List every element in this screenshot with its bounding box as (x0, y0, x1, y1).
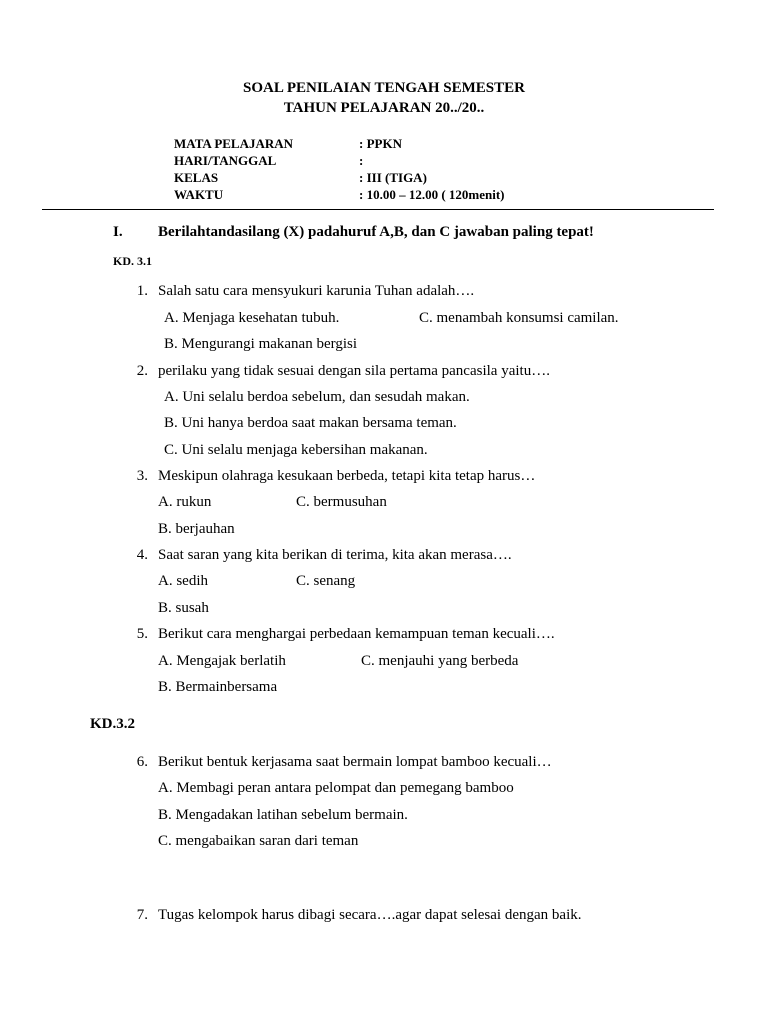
option-b: B. Uni hanya berdoa saat makan bersama teman. (164, 415, 457, 431)
option-a: A. Membagi peran antara pelompat dan pemegang bamboo (158, 780, 514, 796)
option-c: C. menambah konsumsi camilan. (419, 310, 619, 326)
question-text: perilaku yang tidak sesuai dengan sila pertama pancasila yaitu…. (158, 363, 550, 379)
meta-label-subject: MATA PELAJARAN (174, 136, 294, 151)
section-number: I. (113, 224, 123, 240)
meta-label-time: WAKTU (174, 187, 224, 202)
option-c: C. menjauhi yang berbeda (361, 653, 519, 669)
question-number: 3. (136, 468, 148, 484)
option-b: B. Mengadakan latihan sebelum bermain. (158, 807, 408, 823)
kd-heading-3-2: KD.3.2 (90, 716, 135, 732)
question-text: Berikut bentuk kerjasama saat bermain lompat bamboo kecuali… (158, 754, 552, 770)
kd-heading-3-1: KD. 3.1 (113, 254, 152, 268)
option-a: A. sedih (158, 573, 208, 589)
question-number: 7. (136, 907, 148, 923)
document-subtitle: TAHUN PELAJARAN 20../20.. (283, 100, 485, 116)
option-c: C. bermusuhan (296, 494, 387, 510)
option-c: C. Uni selalu menjaga kebersihan makanan. (164, 442, 428, 458)
question-number: 5. (136, 626, 148, 642)
option-a: A. rukun (158, 494, 212, 510)
question-number: 6. (136, 754, 148, 770)
question-text: Meskipun olahraga kesukaan berbeda, tetapi kita tetap harus… (158, 468, 536, 484)
option-a: A. Uni selalu berdoa sebelum, dan sesudah makan. (164, 389, 470, 405)
meta-label-class: KELAS (174, 170, 219, 185)
option-b: B. Mengurangi makanan bergisi (164, 336, 358, 352)
question-number: 2. (136, 363, 148, 379)
option-b: B. Bermainbersama (158, 679, 278, 695)
question-text: Saat saran yang kita berikan di terima, kita akan merasa…. (158, 547, 512, 563)
question-text: Tugas kelompok harus dibagi secara….agar dapat selesai dengan baik. (158, 907, 582, 923)
question-number: 4. (136, 547, 148, 563)
option-a: A. Mengajak berlatih (158, 653, 286, 669)
meta-value-date: : (359, 153, 364, 168)
meta-value-class: : III (TIGA) (359, 170, 427, 185)
header-divider (42, 209, 714, 210)
option-c: C. senang (296, 573, 356, 589)
option-c: C. mengabaikan saran dari teman (158, 833, 359, 849)
option-a: A. Menjaga kesehatan tubuh. (164, 310, 340, 326)
option-b: B. susah (158, 600, 209, 616)
document-title: SOAL PENILAIAN TENGAH SEMESTER (243, 80, 525, 96)
meta-value-time: : 10.00 – 12.00 ( 120menit) (359, 187, 505, 202)
meta-value-subject: : PPKN (359, 136, 402, 151)
question-text: Salah satu cara mensyukuri karunia Tuhan adalah…. (158, 283, 475, 299)
option-b: B. berjauhan (158, 521, 235, 537)
question-text: Berikut cara menghargai perbedaan kemampuan teman kecuali…. (158, 626, 555, 642)
meta-label-date: HARI/TANGGAL (174, 153, 277, 168)
section-instruction: Berilahtandasilang (X) padahuruf A,B, dan C jawaban paling tepat! (158, 224, 594, 240)
question-number: 1. (136, 283, 148, 299)
